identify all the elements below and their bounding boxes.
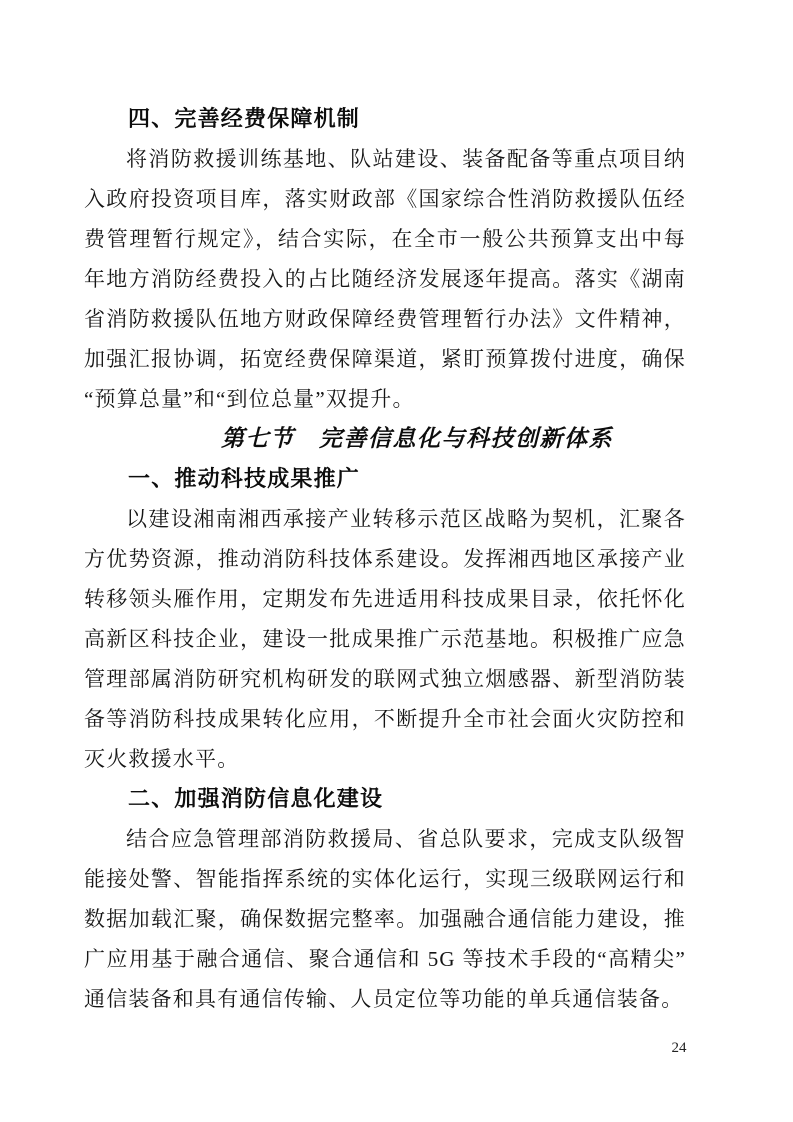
heading-tech-promotion: 一、推动科技成果推广 (128, 466, 361, 491)
section-title-chapter7: 第七节 完善信息化与科技创新体系 (221, 426, 613, 451)
page-number: 24 (671, 1040, 687, 1056)
heading-funding-guarantee: 四、完善经费保障机制 (128, 106, 361, 131)
paragraph-funding-guarantee: 将消防救援训练基地、队站建设、装备配备等重点项目纳入政府投资项目库，落实财政部《国家综合性消防救援队伍经费管理暂行规定》，结合实际，在全市一般公共预算支出中每年地方消防经费投入的占比随经济发展逐年提高。落实《湖南省消防救援队伍地方财政保障经费管理暂行办法》文件精神，加强汇报协调，拓宽经费保障渠道，紧盯预算拨付进度，确保“预算总量”和“到位总量”双提升。 (84, 147, 686, 411)
paragraph-tech-promotion: 以建设湘南湘西承接产业转移示范区战略为契机，汇聚各方优势资源，推动消防科技体系建设。发挥湘西地区承接产业转移领头雁作用，定期发布先进适用科技成果目录，依托怀化高新区科技企业，建设一批成果推广示范基地。积极推广应急管理部属消防研究机构研发的联网式独立烟感器、新型消防装备等消防科技成果转化应用，不断提升全市社会面火灾防控和灭火救援水平。 (84, 507, 686, 771)
heading-fire-informatization: 二、加强消防信息化建设 (128, 786, 384, 811)
paragraph-fire-informatization: 结合应急管理部消防救援局、省总队要求，完成支队级智能接处警、智能指挥系统的实体化运行，实现三级联网运行和数据加载汇聚，确保数据完整率。加强融合通信能力建设，推广应用基于融合通信、聚合通信和 5G 等技术手段的“高精尖”通信装备和具有通信传输、人员定位等功能的单兵通信装备。 (84, 827, 686, 1011)
document-content (84, 99, 686, 1019)
